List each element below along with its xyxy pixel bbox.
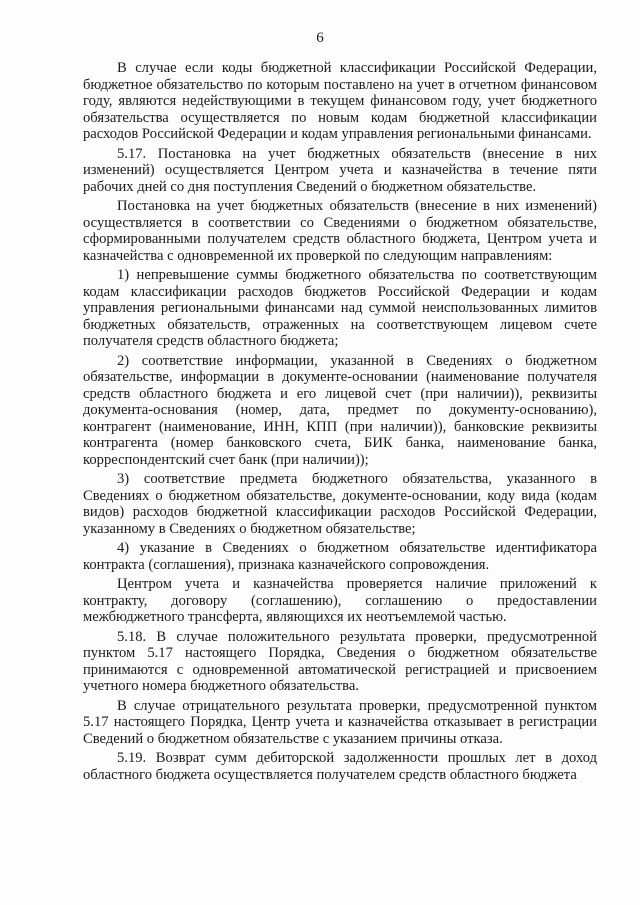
paragraph-attachments-check: Центром учета и казначейства проверяется наличие приложений к контракту, договору (соглашению), соглашению о предоставлении межбюджетного трансферта, являющихся их неотъемлемой частью. xyxy=(83,576,597,625)
page-number: 6 xyxy=(316,30,324,46)
paragraph-check-item-4: 4) указание в Сведениях о бюджетном обязательстве идентификатора контракта (соглашения), признака казначейского сопровождения. xyxy=(83,540,597,573)
paragraph-refusal: В случае отрицательного результата проверки, предусмотренной пунктом 5.17 настоящего Порядка, Центр учета и казначейства отказывает в регистрации Сведений о бюджетном обязательстве с указанием причины отказа. xyxy=(83,697,597,747)
document-body xyxy=(83,60,597,786)
paragraph-check-item-3: 3) соответствие предмета бюджетного обязательства, указанного в Сведениях о бюджетном обязательстве, документе-основании, коду вида (кодам видов) расходов бюджетной классификации расходов Российской Федерации, указанному в Сведениях о бюджетном обязательстве; xyxy=(83,471,597,537)
paragraph-check-item-2: 2) соответствие информации, указанной в Сведениях о бюджетном обязательстве, информации в документе-основании (наименование получателя средств областного бюджета и его лицевой счет (при наличии)), реквизиты документа-основания (номер, дата, предмет по документу-основанию), контрагент (наименование, ИНН, КПП (при наличии)), банковские реквизиты контрагента (номер банковского счета, БИК банка, наименование банка, корреспондентский счет банк (при наличии)); xyxy=(83,352,597,468)
paragraph-5-19: 5.19. Возврат сумм дебиторской задолженности прошлых лет в доход областного бюджета осуществляется получателем средств областного бюджета xyxy=(83,750,597,783)
paragraph-budget-codes: В случае если коды бюджетной классификации Российской Федерации, бюджетное обязательство по которым поставлено на учет в отчетном финансовом году, являются недействующими в текущем финансовом году, учет бюджетного обязательства осуществляется по новым кодам бюджетной классификации расходов Российской Федерации и кодам управления региональными финансами. xyxy=(83,60,597,142)
paragraph-check-item-1: 1) непревышение суммы бюджетного обязательства по соответствующим кодам классификации расходов бюджетов Российской Федерации и кодам управления региональными финансами над суммой неиспользованных лимитов бюджетных обязательств, отраженных на соответствующем лицевом счете получателя средств областного бюджета; xyxy=(83,267,597,349)
paragraph-5-18: 5.18. В случае положительного результата проверки, предусмотренной пунктом 5.17 настоящего Порядка, Сведения о бюджетном обязательстве принимаются с одновременной автоматической регистрацией и присвоением учетного номера бюджетного обязательства. xyxy=(83,628,597,694)
paragraph-5-17: 5.17. Постановка на учет бюджетных обязательств (внесение в них изменений) осуществляется Центром учета и казначейства в течение пяти рабочих дней со дня поступления Сведений о бюджетном обязательстве. xyxy=(83,145,597,195)
paragraph-registration-check: Постановка на учет бюджетных обязательств (внесение в них изменений) осуществляется в соответствии со Сведениями о бюджетном обязательстве, сформированными получателем средств областного бюджета, Центром учета и казначейства с одновременной их проверкой по следующим направлениям: xyxy=(83,198,597,264)
